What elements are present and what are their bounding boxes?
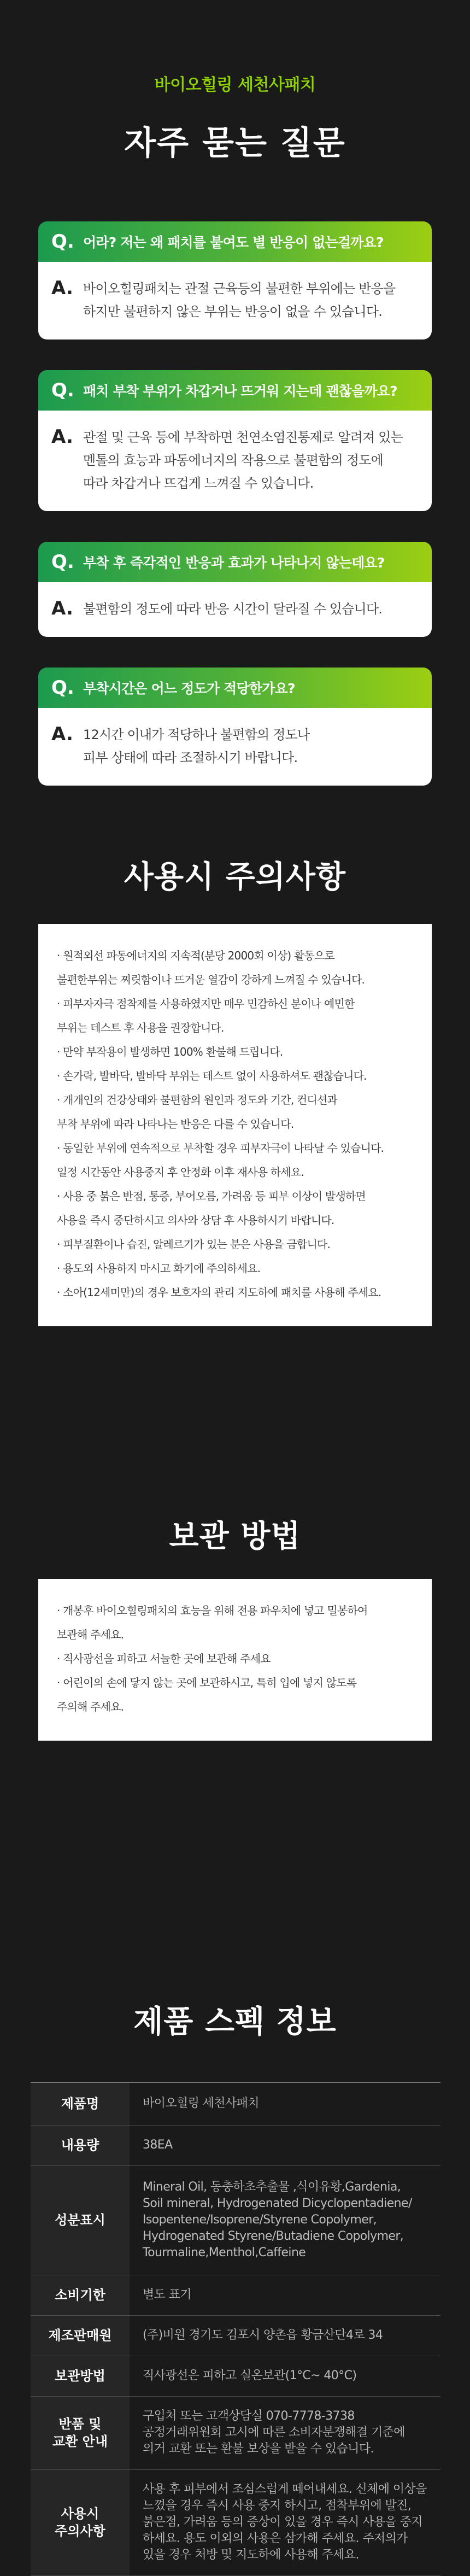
spec-value-text: 하세요. 용도 이외의 사용은 삼가해 주세요. 주저의가 [143, 2532, 408, 2545]
faq-question [38, 221, 432, 262]
faq-question [38, 542, 432, 582]
caution-line: · 만약 부작용이 발생하면 100% 환불해 드립니다. [57, 1045, 283, 1058]
faq-title: 자주 묻는 질문 [124, 124, 346, 162]
faq-question-text: 어라? 저는 왜 패치를 붙여도 별 반응이 없는걸까요? [83, 235, 384, 250]
spec-row [31, 2315, 440, 2356]
spec-value-text: (주)비원 경기도 김포시 양촌읍 황금산단4로 34 [143, 2328, 383, 2342]
a-mark: A. [51, 723, 73, 745]
faq-answer-line: 관절 및 근육 등에 부착하면 천연소염진통제로 알려져 있는 [83, 430, 403, 445]
q-mark: Q. [51, 551, 74, 573]
spec-label [31, 2275, 130, 2315]
spec-value-text: Soil mineral, Hydrogenated Dicyclopentadiene/ [143, 2197, 412, 2210]
caution-line: 부위는 테스트 후 사용을 권장합니다. [57, 1021, 224, 1034]
spec-value-text: Isopentene/Isoprene/Styrene Copolymer, [143, 2213, 377, 2227]
faq-answer-line: 12시간 이내가 적당하나 불편함의 정도나 [83, 727, 310, 742]
storage-box [38, 1579, 432, 1741]
q-mark: Q. [51, 231, 74, 253]
spec-row [31, 2396, 440, 2469]
a-mark: A. [51, 598, 73, 619]
caution-title: 사용시 주의사항 [124, 859, 346, 895]
a-mark: A. [51, 277, 73, 299]
q-mark: Q. [51, 677, 74, 699]
caution-box [38, 924, 432, 1326]
spec-value-text: Hydrogenated Styrene/Butadiene Copolymer, [143, 2229, 404, 2243]
spec-value-text: 사용 후 피부에서 조심스럽게 떼어내세요. 신체에 이상을 [143, 2483, 427, 2496]
a-mark: A. [51, 426, 73, 448]
spec-value [130, 2165, 440, 2275]
faq-answer-line: 따라 차갑거나 뜨겁게 느껴질 수 있습니다. [83, 476, 314, 491]
spec-value [130, 2315, 440, 2356]
faq-answer-line: 바이오힐링패치는 관절 근육등의 불편한 부위에는 반응을 [83, 281, 396, 296]
spec-value [130, 2469, 440, 2575]
faq-answer [38, 411, 432, 511]
spec-label [31, 2469, 130, 2575]
caution-line: · 원적외선 파동에너지의 지속적(분당 2000회 이상) 활동으로 [57, 949, 335, 962]
faq-list [0, 221, 470, 786]
faq-item [38, 668, 432, 786]
faq-question-text: 부착 후 즉각적인 반응과 효과가 나타나지 않는데요? [83, 555, 385, 571]
spec-label-text: 사용시 [61, 2506, 99, 2521]
spec-value-text: 있을 경우 처방 및 지도하에 사용해 주세요. [143, 2548, 359, 2562]
spec-value-text: Mineral Oil, 동충하초추출물 ,식이유황,Gardenia, [143, 2180, 401, 2194]
caution-line: · 용도외 사용하지 마시고 화기에 주의하세요. [57, 1262, 261, 1275]
faq-question [38, 668, 432, 708]
spec-label [31, 2396, 130, 2469]
storage-line: · 어린이의 손에 닿지 않는 곳에 보관하시고, 특히 입에 넣지 않도록 [57, 1676, 357, 1689]
caution-line: · 소아(12세미만)의 경우 보호자의 관리 지도하에 패치를 사용해 주세요. [57, 1286, 381, 1299]
faq-subtitle: 바이오힐링 세천사패치 [154, 75, 316, 95]
storage-line: 주의해 주세요. [57, 1700, 124, 1713]
spec-value [130, 2082, 440, 2125]
spec-label-text: 제조판매원 [48, 2328, 112, 2343]
spec-label [31, 2356, 130, 2396]
spec-row [31, 2125, 440, 2165]
spec-label [31, 2125, 130, 2165]
spec-label-text: 제품명 [61, 2096, 99, 2112]
spec-value [130, 2275, 440, 2315]
storage-line: · 개봉후 바이오힐링패치의 효능을 위해 전용 파우치에 넣고 밀봉하여 [57, 1604, 368, 1617]
caution-line: · 개개인의 건강상태와 불편함의 원인과 정도와 기간, 컨디션과 [57, 1093, 338, 1106]
spec-value-text: 38EA [143, 2138, 173, 2152]
faq-answer [38, 262, 432, 339]
faq-answer-line: 불편함의 정도에 따라 반응 시간이 달라질 수 있습니다. [83, 601, 383, 617]
caution-line: 사용을 즉시 중단하시고 의사와 상담 후 사용하시기 바랍니다. [57, 1214, 334, 1227]
faq-answer-line: 멘톨의 효능과 파동에너지의 작용으로 불편함의 정도에 [83, 453, 383, 468]
spec-label [31, 2315, 130, 2356]
faq-question-text: 패치 부착 부위가 차갑거나 뜨거워 지는데 괜찮을까요? [83, 383, 397, 399]
spec-label-text: 주의사항 [55, 2524, 105, 2539]
spec-value-text: 공정거래위원회 고시에 따른 소비자분쟁해결 기준에 [143, 2426, 405, 2439]
faq-item [38, 370, 432, 511]
caution-line: 부착 부위에 따라 나타나는 반응은 다를 수 있습니다. [57, 1117, 294, 1131]
spec-label-text: 소비기한 [55, 2287, 105, 2303]
spec-value-text: 구입처 또는 고객상담실 070-7778-3738 [143, 2409, 355, 2423]
spec-title: 제품 스펙 정보 [133, 2004, 337, 2040]
faq-answer-line: 하지만 불편하지 않은 부위는 반응이 없을 수 있습니다. [83, 304, 383, 319]
faq-item [38, 221, 432, 339]
caution-line: · 사용 중 붉은 반점, 통증, 부어오름, 가려움 등 피부 이상이 발생하면 [57, 1190, 366, 1203]
caution-line: 불편한부위는 찌릿함이나 뜨거운 열감이 강하게 느껴질 수 있습니다. [57, 973, 365, 986]
spec-value-text: 별도 표기 [143, 2288, 192, 2302]
spec-value-text: 바이오힐링 세천사패치 [143, 2097, 259, 2111]
spec-label-text: 교환 안내 [52, 2434, 108, 2449]
spec-value-text: 느꼈을 경우 즉시 사용 중지 하시고, 점착부위에 발진, [143, 2499, 412, 2513]
storage-line: 보관해 주세요. [57, 1628, 124, 1641]
spec-label-text: 성분표시 [55, 2212, 105, 2228]
spec-value-text: 붉은점, 가려움 등의 증상이 있을 경우 즉시 사용을 중지 [143, 2515, 422, 2529]
caution-line: · 피부질환이나 습진, 알레르기가 있는 분은 사용을 금합니다. [57, 1238, 331, 1251]
spec-value [130, 2396, 440, 2469]
spec-value-text: Tourmaline,Menthol,Caffeine [143, 2246, 306, 2259]
spec-label [31, 2082, 130, 2125]
spec-row [31, 2082, 440, 2125]
caution-line: · 동일한 부위에 연속적으로 부착할 경우 피부자극이 나타날 수 있습니다. [57, 1141, 384, 1155]
storage-line: · 직사광선을 피하고 서늘한 곳에 보관해 주세요 [57, 1652, 271, 1665]
caution-line: 일정 시간동안 사용중지 후 안정화 이후 재사용 하세요. [57, 1166, 304, 1179]
spec-value [130, 2356, 440, 2396]
spec-row [31, 2356, 440, 2396]
faq-answer [38, 708, 432, 786]
spec-row [31, 2275, 440, 2315]
faq-answer [38, 582, 432, 637]
faq-question [38, 370, 432, 411]
spec-label [31, 2165, 130, 2275]
spec-value-text: 의거 교환 또는 환불 보상을 받을 수 있습니다. [143, 2442, 374, 2456]
faq-answer-line: 피부 상태에 따라 조절하시기 바랍니다. [83, 750, 298, 765]
storage-title: 보관 방법 [169, 1519, 301, 1554]
spec-label-text: 보관방법 [55, 2368, 105, 2384]
spec-row [31, 2469, 440, 2575]
spec-value-text: 직사광선은 피하고 실온보관(1°C~ 40°C) [143, 2369, 357, 2382]
spec-label-text: 내용량 [61, 2138, 99, 2153]
faq-header [0, 0, 470, 164]
caution-line: · 피부자자극 점착제를 사용하였지만 매우 민감하신 분이나 예민한 [57, 997, 355, 1010]
faq-item [38, 542, 432, 637]
q-mark: Q. [51, 379, 74, 401]
spec-value [130, 2125, 440, 2165]
spec-table [31, 2082, 440, 2576]
caution-line: · 손가락, 발바닥, 발바닥 부위는 테스트 없이 사용하셔도 괜찮습니다. [57, 1069, 367, 1082]
spec-row [31, 2165, 440, 2275]
spec-label-text: 반품 및 [58, 2416, 102, 2432]
faq-question-text: 부착시간은 어느 정도가 적당한가요? [83, 681, 295, 696]
